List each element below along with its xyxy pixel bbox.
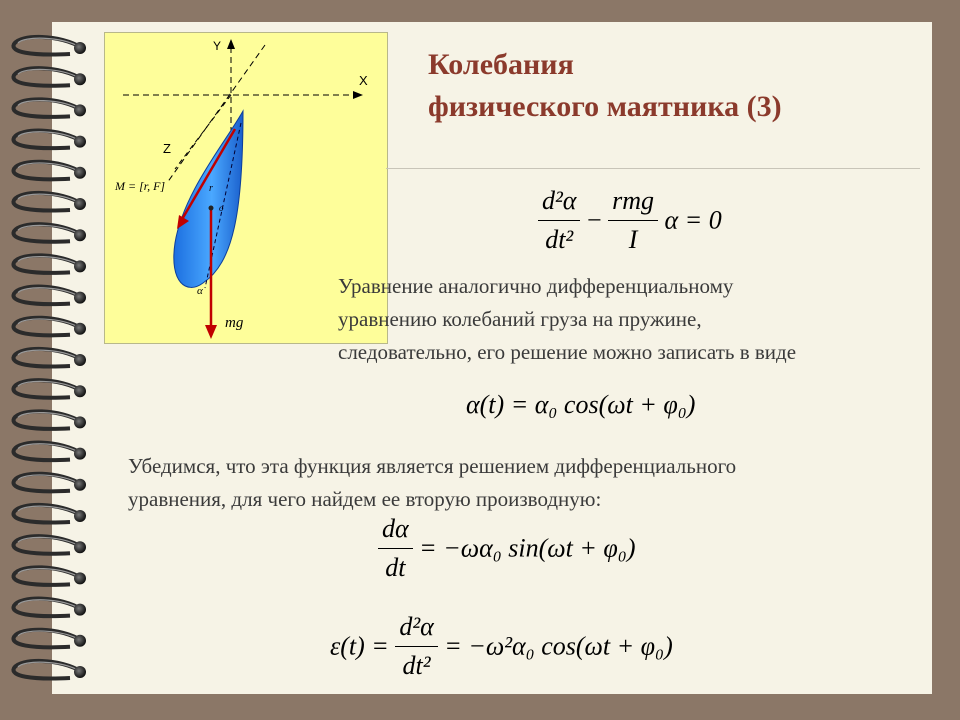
binding-hole (74, 416, 86, 428)
binding-hole (74, 354, 86, 366)
r-label: r (209, 183, 213, 194)
eq1-minus: − (586, 205, 602, 235)
eq3-den: dt (385, 553, 406, 582)
binding-hole (74, 73, 86, 85)
eq3-fraction (378, 514, 413, 583)
eq1-tail: α = 0 (664, 205, 722, 235)
binding-hole (74, 479, 86, 491)
paragraph-1 (338, 270, 796, 369)
eq3-num: dα (378, 514, 413, 549)
equation-1 (538, 186, 722, 255)
eq1-fraction-1 (538, 186, 580, 255)
binding-hole (74, 385, 86, 397)
divider (386, 168, 920, 169)
angle-label: α (197, 285, 203, 297)
binding-hole (74, 292, 86, 304)
binding-hole (74, 635, 86, 647)
eq4-fraction (395, 612, 437, 681)
eq4-rhs: = −ω²α₀ cos(ωt + φ₀) (444, 631, 673, 661)
eq1-fraction-2 (608, 186, 658, 255)
slide-title (428, 44, 782, 128)
paragraph-2-line-1: Убедимся, что эта функция является решением дифференциального (128, 454, 737, 478)
paragraph-1-line-3: следовательно, его решение можно записать в виде (338, 340, 797, 364)
eq3-rhs: = −ωα₀ sin(ωt + φ₀) (419, 533, 636, 563)
equation-3 (378, 514, 636, 583)
axis-y-label: Y (213, 39, 222, 53)
binding-hole (74, 541, 86, 553)
eq1-den2: I (628, 225, 638, 254)
binding-hole (74, 104, 86, 116)
binding-hole (74, 323, 86, 335)
binding-hole (74, 229, 86, 241)
title-line-1: Колебания (428, 48, 574, 81)
binding-hole (74, 604, 86, 616)
paragraph-2-line-2: уравнения, для чего найдем ее вторую производную: (128, 487, 602, 511)
equation-4 (330, 612, 673, 681)
force-label: mg (225, 315, 244, 331)
title-line-2: физического маятника (3) (428, 90, 782, 123)
paragraph-2 (128, 450, 736, 516)
binding-hole (74, 448, 86, 460)
binding-hole (74, 572, 86, 584)
eq1-den1: dt² (545, 225, 574, 254)
spiral-binding (0, 0, 110, 720)
binding-hole (74, 136, 86, 148)
eq4-lhs: ε(t) = (330, 631, 389, 661)
axis-z-label: Z (163, 141, 171, 156)
binding-hole (74, 260, 86, 272)
binding-hole (74, 666, 86, 678)
paragraph-1-line-1: Уравнение аналогично дифференциальному (338, 274, 734, 298)
o-label: o (219, 203, 224, 213)
binding-hole (74, 42, 86, 54)
paragraph-1-line-2: уравнению колебаний груза на пружине, (338, 307, 702, 331)
eq4-num: d²α (395, 612, 437, 647)
torque-label: M = [r, F] (115, 179, 166, 193)
equation-2: α(t) = α₀ cos(ωt + φ₀) (466, 390, 696, 419)
binding-hole (74, 510, 86, 522)
binding-hole (74, 167, 86, 179)
binding-hole (74, 198, 86, 210)
axis-x-label: X (359, 73, 368, 88)
eq4-den: dt² (402, 651, 431, 680)
eq1-num1: d²α (538, 186, 580, 221)
eq1-num2: rmg (608, 186, 658, 221)
